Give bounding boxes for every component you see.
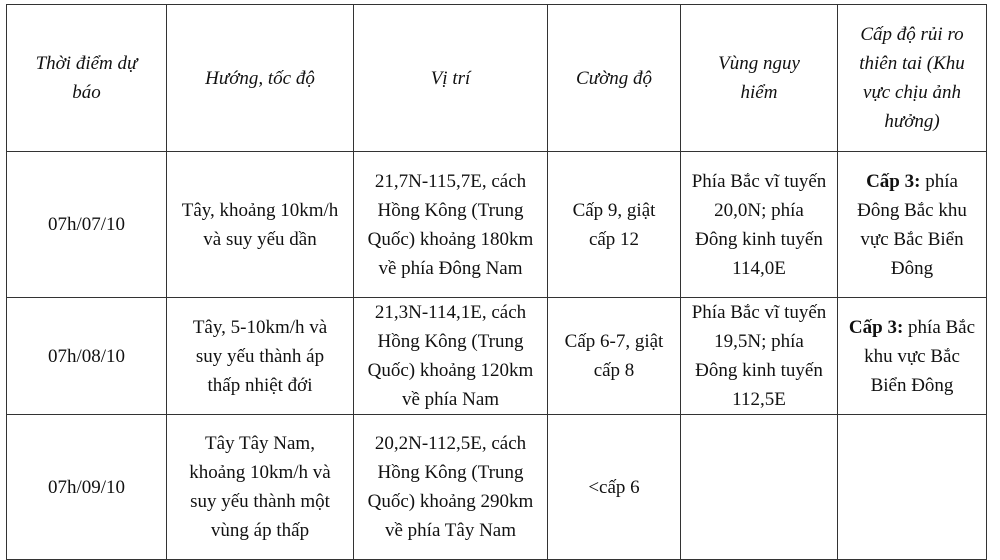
cell-time: 07h/09/10	[7, 415, 167, 560]
cell-direction: Tây Tây Nam, khoảng 10km/h và suy yếu thành một vùng áp thấp	[167, 415, 354, 560]
header-intensity: Cường độ	[548, 5, 681, 152]
cell-intensity: <cấp 6	[548, 415, 681, 560]
cell-position: 21,3N-114,1E, cách Hồng Kông (Trung Quốc) khoảng 120km về phía Nam	[354, 298, 548, 415]
cell-time: 07h/08/10	[7, 298, 167, 415]
table-row	[7, 152, 987, 298]
cell-direction: Tây, khoảng 10km/h và suy yếu dần	[167, 152, 354, 298]
cell-risk	[838, 152, 987, 298]
cell-danger-zone: Phía Bắc vĩ tuyến 20,0N; phía Đông kinh tuyến 114,0E	[681, 152, 838, 298]
cell-danger-zone	[681, 415, 838, 560]
table-row	[7, 415, 987, 560]
cell-position: 21,7N-115,7E, cách Hồng Kông (Trung Quốc) khoảng 180km về phía Đông Nam	[354, 152, 548, 298]
header-row	[7, 5, 987, 152]
risk-level-label: Cấp 3:	[866, 170, 921, 192]
table-row	[7, 298, 987, 415]
risk-area-text: phía Đông Bắc khu vực Bắc Biển Đông	[857, 170, 967, 279]
forecast-table	[6, 4, 987, 560]
header-direction-speed: Hướng, tốc độ	[167, 5, 354, 152]
cell-danger-zone: Phía Bắc vĩ tuyến 19,5N; phía Đông kinh tuyến 112,5E	[681, 298, 838, 415]
cell-risk	[838, 298, 987, 415]
cell-intensity: Cấp 6-7, giật cấp 8	[548, 298, 681, 415]
cell-intensity: Cấp 9, giật cấp 12	[548, 152, 681, 298]
cell-position: 20,2N-112,5E, cách Hồng Kông (Trung Quốc) khoảng 290km về phía Tây Nam	[354, 415, 548, 560]
header-danger-zone: Vùng nguy hiểm	[681, 5, 838, 152]
cell-time: 07h/07/10	[7, 152, 167, 298]
header-position: Vị trí	[354, 5, 548, 152]
cell-risk	[838, 415, 987, 560]
cell-direction: Tây, 5-10km/h và suy yếu thành áp thấp nhiệt đới	[167, 298, 354, 415]
risk-level-label: Cấp 3:	[848, 316, 904, 338]
header-forecast-time: Thời điểm dự báo	[7, 5, 167, 152]
risk-area-text: phía Bắc khu vực Bắc Biển Đông	[864, 316, 976, 396]
header-risk-level: Cấp độ rủi ro thiên tai (Khu vực chịu ảnh hưởng)	[838, 5, 987, 152]
